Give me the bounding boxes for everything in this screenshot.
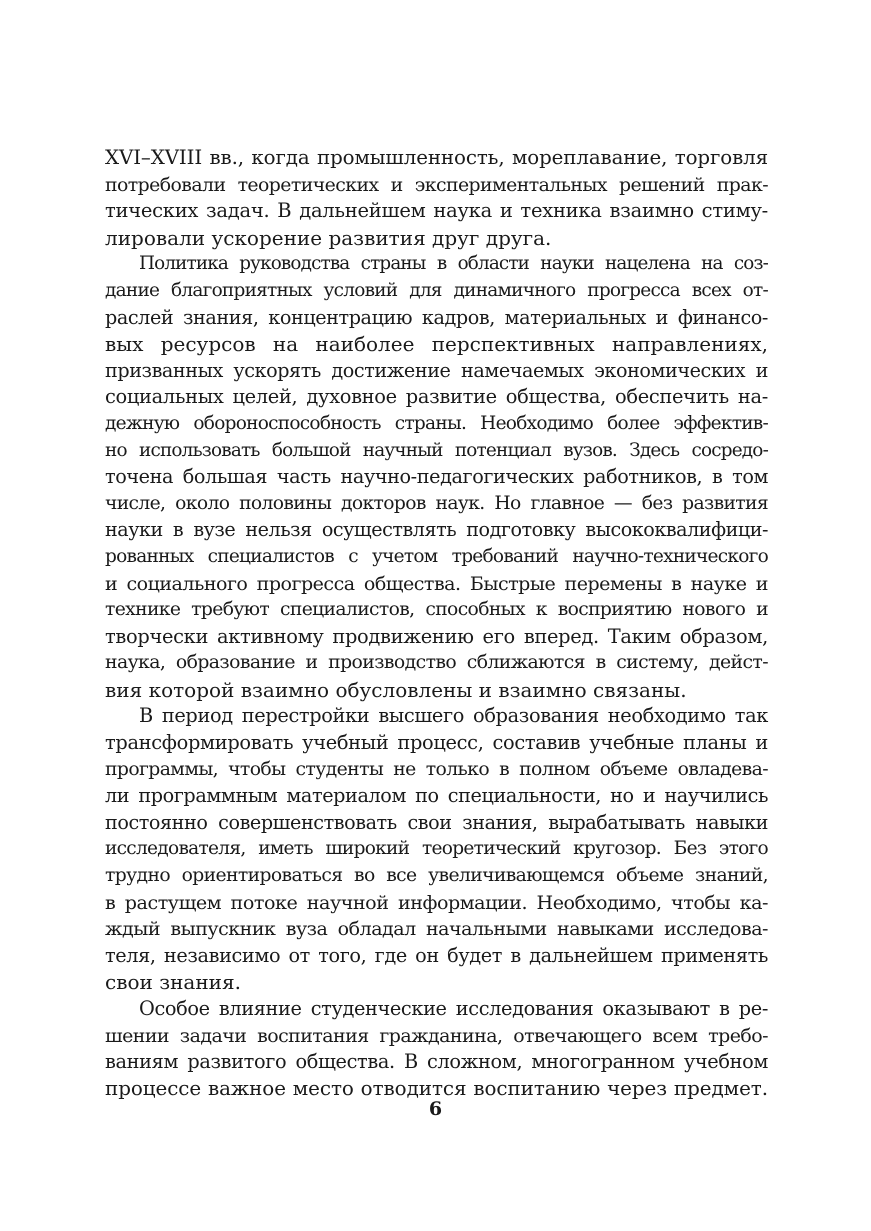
text-line: рованных специалистов с учетом требований научно-технического xyxy=(105,545,768,567)
body-text xyxy=(105,145,768,1102)
paragraph xyxy=(105,703,768,996)
text-line: Особое влияние студенческие исследования оказывают в ре- xyxy=(139,997,768,1020)
text-line: дежную обороноспособность страны. Необходимо более эффектив- xyxy=(105,412,768,434)
text-line: процессе важное место отводится воспитанию через предмет. xyxy=(105,1076,768,1100)
text-line: творчески активному продвижению его вперед. Таким образом, xyxy=(105,624,768,648)
text-line: тических задач. В дальнейшем наука и техника взаимно стиму- xyxy=(105,199,768,223)
text-line: ждый выпускник вуза обладал начальными навыками исследова- xyxy=(105,918,768,941)
text-line: шении задачи воспитания гражданина, отвечающего всем требо- xyxy=(105,1024,768,1047)
text-line: исследователя, иметь широкий теоретический кругозор. Без этого xyxy=(105,838,768,860)
text-line: XVI–XVIII вв., когда промышленность, мореплавание, торговля xyxy=(105,146,768,169)
text-line: трудно ориентироваться во все увеличивающемся объеме знаний, xyxy=(105,865,768,887)
text-line: точена большая часть научно-педагогических работников, в том xyxy=(105,465,768,489)
text-line: Политика руководства страны в области науки нацелена на соз- xyxy=(139,253,768,275)
text-line: В период перестройки высшего образования необходимо так xyxy=(139,704,768,728)
text-line: и социального прогресса общества. Быстрые перемены в науке и xyxy=(105,572,768,595)
text-line: ли программным материалом по специальности, но и научились xyxy=(105,784,768,808)
text-line: вия которой взаимно обусловлены и взаимно связаны. xyxy=(105,677,687,702)
text-line: лировали ускорение развития друг друга. xyxy=(105,225,552,250)
text-line: науки в вузе нельзя осуществлять подготовку высококвалифици- xyxy=(105,518,768,542)
text-line: дание благоприятных условий для динамичного прогресса всех от- xyxy=(105,279,768,301)
text-line: но использовать большой научный потенциал вузов. Здесь сосредо- xyxy=(105,439,768,461)
text-line: технике требуют специалистов, способных к восприятию нового и xyxy=(105,599,768,621)
text-line: наука, образование и производство сближаются в систему, дейст- xyxy=(105,652,768,674)
text-line: потребовали теоретических и экспериментальных решений прак- xyxy=(105,173,768,196)
text-line: вых ресурсов на наиболее перспективных направлениях, xyxy=(105,332,768,357)
text-line: числе, около половины докторов наук. Но главное — без развития xyxy=(105,492,768,514)
text-line: ваниям развитого общества. В сложном, многогранном учебном xyxy=(105,1050,768,1074)
text-line: социальных целей, духовное развитие общества, обеспечить на- xyxy=(105,385,768,409)
paragraph xyxy=(105,145,768,251)
text-line: свои знания. xyxy=(105,970,241,995)
text-line: призванных ускорять достижение намечаемых экономических и xyxy=(105,358,768,382)
text-line: программы, чтобы студенты не только в полном объеме овладева- xyxy=(105,758,768,780)
paragraph xyxy=(105,251,768,703)
text-line: постоянно совершенствовать свои знания, вырабатывать навыки xyxy=(105,810,768,834)
text-line: раслей знания, концентрацию кадров, материальных и финансо- xyxy=(105,305,768,329)
text-line: в растущем потоке научной информации. Необходимо, чтобы ка- xyxy=(105,890,768,914)
page-number: 6 xyxy=(428,1098,443,1120)
text-line: трансформировать учебный процесс, составив учебные планы и xyxy=(105,731,768,755)
paragraph xyxy=(105,996,768,1102)
text-line: теля, независимо от того, где он будет в дальнейшем применять xyxy=(105,943,768,967)
